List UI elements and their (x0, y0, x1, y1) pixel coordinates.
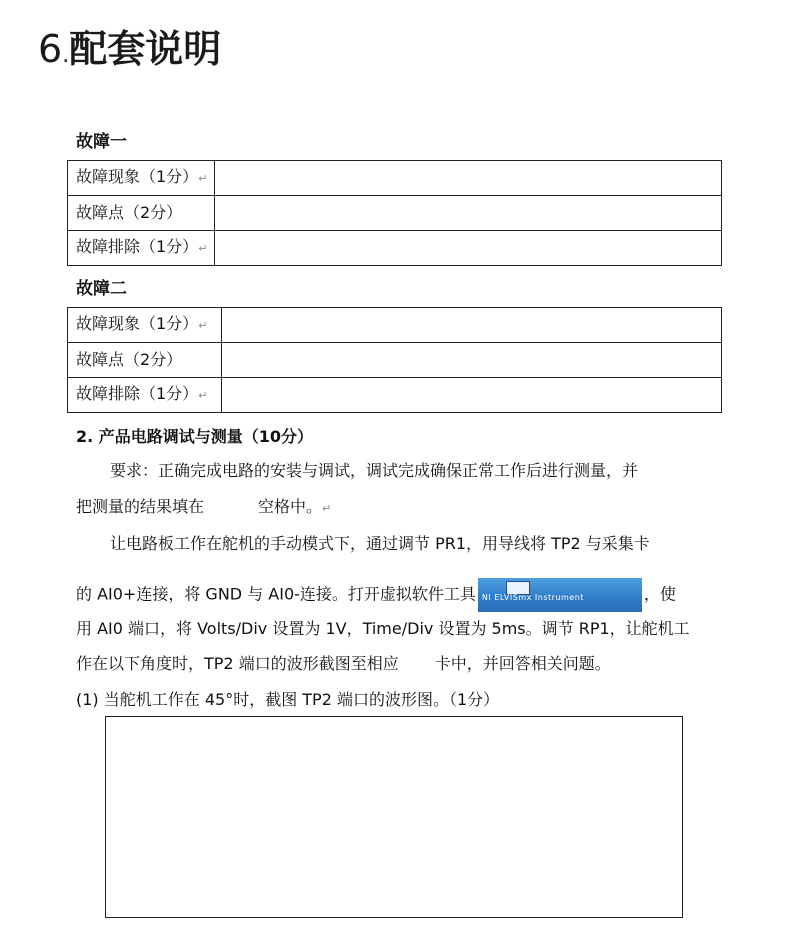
fault-one-heading: 故障一 (76, 132, 127, 152)
fault-label: 故障排除（1分）↵ (68, 231, 215, 266)
instruction-line: 作在以下角度时，TP2 端口的波形截图至相应 卡中，并回答相关问题。 (76, 654, 611, 673)
fault-two-table (67, 307, 722, 413)
fault-label: 故障现象（1分）↵ (68, 161, 215, 196)
page-title (38, 26, 221, 79)
fault-label: 故障点（2分） (68, 343, 222, 378)
fault-answer-cell[interactable] (222, 308, 722, 343)
return-mark: ↵ (198, 389, 208, 402)
return-mark: ↵ (198, 319, 208, 332)
instruction-line: 的 AI0+连接，将 GND 与 AI0-连接。打开虚拟软件工具 NI ELVISmx Instrument ，使 (76, 578, 676, 612)
fault-one-table (67, 160, 722, 266)
table-row (68, 378, 722, 413)
fault-answer-cell[interactable] (222, 343, 722, 378)
fault-two-heading: 故障二 (76, 279, 127, 299)
tool-label: NI ELVISmx Instrument (481, 593, 584, 602)
table-row (68, 196, 722, 231)
return-mark: ↵ (198, 172, 208, 185)
fault-label: 故障现象（1分）↵ (68, 308, 222, 343)
fault-answer-cell[interactable] (215, 231, 722, 266)
table-row (68, 308, 722, 343)
requirement-line: 要求：正确完成电路的安装与调试，调试完成确保正常工作后进行测量，并 (110, 461, 639, 480)
waveform-answer-box[interactable] (105, 716, 683, 918)
title-text: 配套说明 (69, 27, 222, 71)
title-dot: . (62, 43, 70, 68)
instruction-line: 用 AI0 端口，将 Volts/Div 设置为 1V，Time/Div 设置为 5ms。调节 RP1，让舵机工 (76, 619, 690, 638)
table-row (68, 343, 722, 378)
fault-answer-cell[interactable] (215, 161, 722, 196)
fault-answer-cell[interactable] (215, 196, 722, 231)
requirement-line: 把测量的结果填在 空格中。↵ (76, 497, 332, 516)
ni-elvismx-tool-icon[interactable] (478, 578, 642, 612)
instruction-line: 让电路板工作在舵机的手动模式下，通过调节 PR1，用导线将 TP2 与采集卡 (110, 534, 650, 553)
return-mark: ↵ (322, 502, 332, 515)
fault-label: 故障点（2分） (68, 196, 215, 231)
question-one: (1) 当舵机工作在 45°时，截图 TP2 端口的波形图。（1分） (76, 690, 500, 709)
section-title: 2. 产品电路调试与测量（10分） (76, 427, 314, 446)
fault-answer-cell[interactable] (222, 378, 722, 413)
table-row (68, 161, 722, 196)
table-row (68, 231, 722, 266)
title-number: 6 (38, 27, 63, 71)
fault-label: 故障排除（1分）↵ (68, 378, 222, 413)
return-mark: ↵ (198, 242, 208, 255)
